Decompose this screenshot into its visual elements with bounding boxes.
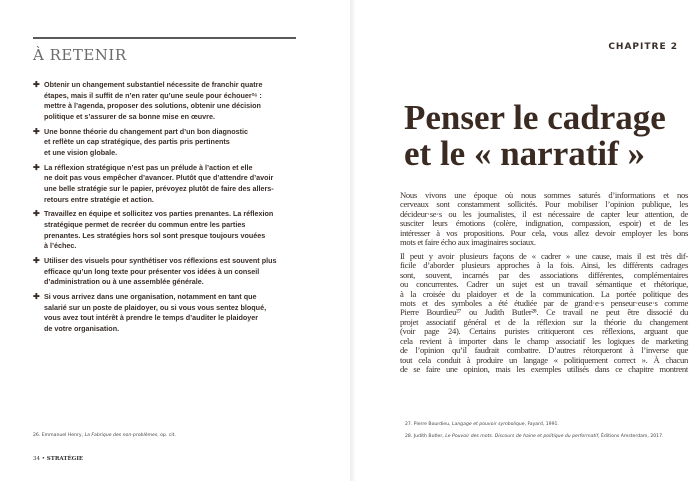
key-point-line: Utiliser des visuels pour synthétiser vos réflexions est souvent plus — [44, 256, 277, 266]
text-line: Pierre Bourdieu²⁷ ou Judith Butler²⁸. Ce travail ne peut être dissocié du — [400, 307, 688, 318]
key-point-line: retours entre stratégie et action. — [44, 194, 154, 204]
text-line: susciter leurs émotions (colère, indignation, compassion, espoir) et de les — [400, 218, 688, 229]
running-title: STRATÉGIE — [46, 456, 84, 462]
key-point-line: et une vision globale. — [44, 147, 118, 157]
page-folio — [33, 456, 83, 462]
key-point-line: Une bonne théorie du changement part d’un bon diagnostic — [44, 126, 249, 136]
plus-icon: ✚ — [33, 80, 40, 89]
right-page — [350, 0, 700, 481]
key-point — [33, 256, 333, 288]
folio-separator: • — [41, 456, 45, 462]
footnote-rest: , Éditions Amsterdam, 2017. — [598, 434, 664, 439]
text-line: intéresser à vos propositions. Pour cela, vous allez devoir employer les bons — [400, 227, 688, 238]
chapter-title-line: Penser le cadrage — [404, 98, 666, 137]
plus-icon: ✚ — [33, 126, 40, 136]
footnote-title: Langage et pouvoir symbolique — [451, 422, 525, 427]
text-line: mots et faire écho aux imaginaires sociaux. — [400, 237, 536, 248]
text-line: mots et des symboles a été étudiée par de grand·e·s penseur·euse·s comme — [400, 297, 688, 308]
footnote-28 — [405, 434, 663, 439]
plus-icon: ✚ — [33, 292, 40, 302]
footnote-rest: , Fayard, 1991. — [524, 422, 559, 427]
plus-icon: ✚ — [33, 256, 40, 266]
key-point-line: vous avez tout intérêt à prendre le temps d’auditer le plaidoyer — [44, 313, 259, 323]
key-point — [33, 209, 333, 251]
key-point — [33, 163, 333, 205]
key-point-line: Si vous arrivez dans une organisation, notamment en tant que — [44, 292, 257, 302]
text-line: Nous vivons une époque où nous sommes saturés d’informations et nos — [400, 190, 688, 200]
key-point-line: politique et s’assurer de sa bonne mise en œuvre. — [44, 111, 215, 121]
plus-icon: ✚ — [33, 209, 40, 219]
key-points-list — [33, 80, 333, 339]
key-point-line: mettre à l’agenda, proposer des solutions, obtenir une décision — [44, 101, 261, 111]
footnote-27 — [405, 422, 559, 427]
footnote-number: 26. — [33, 433, 41, 438]
key-point-line: à l’échec. — [44, 241, 77, 251]
footnote-rest: , op. cit. — [157, 433, 176, 438]
key-point-line: ne doit pas vous empêcher d’avancer. Plutôt que d’attendre d’avoir — [44, 173, 274, 183]
key-point-line: et reflète un cap stratégique, des partis pris pertinents — [44, 137, 230, 147]
key-point-line: La réflexion stratégique n’est pas un prélude à l’action et elle — [44, 162, 253, 172]
key-point-line: stratégique permet de recréer du commun entre les parties — [44, 220, 246, 230]
footnote-26 — [33, 433, 176, 438]
text-line: tout cela conduit à produire un langage « politiquement correct ». À chacun — [400, 354, 688, 365]
text-line: de se faire une opinion, mais les exemples utilisés dans ce chapitre montrent — [400, 364, 688, 375]
paragraph — [400, 191, 688, 248]
text-line: à la croisée du plaidoyer et de la communication. La portée politique des — [400, 288, 688, 299]
text-line: Il peut y avoir plusieurs façons de « cadrer » une cause, mais il est très dif- — [400, 250, 688, 261]
page-number: 34 — [33, 456, 40, 462]
text-line: (voir page 24). Certains puristes critiqueront ces réflexions, arguant que — [400, 326, 688, 337]
footnote-number: 28. — [405, 434, 413, 439]
text-line: ou concurrentes. Cadrer un sujet est un travail sémantique et rhétorique, — [400, 279, 688, 290]
section-divider — [33, 37, 296, 39]
key-point — [33, 292, 333, 334]
chapter-label: CHAPITRE 2 — [608, 42, 678, 52]
footnote-title: Le Pouvoir des mots. Discours de haine et politique du performatif — [445, 434, 599, 439]
footnote-author: Emmanuel Henry, — [41, 433, 84, 438]
text-line: décideur·se·s ou les journalistes, il est nécessaire de capter leur attention, de — [400, 208, 688, 219]
paragraph — [400, 252, 688, 375]
footnote-author: Pierre Bourdieu, — [413, 422, 451, 427]
chapter-title-line: et le « narratif » — [404, 134, 646, 173]
key-point-line: salarié sur un poste de plaidoyer, ou si vous vous sentez bloqué, — [44, 302, 267, 312]
footnote-author: Judith Butler, — [413, 434, 444, 439]
text-line: projet associatif général et de la réflexion sur la théorie du changement — [400, 316, 688, 327]
key-point-line: Travaillez en équipe et sollicitez vos parties prenantes. La réflexion — [44, 209, 274, 219]
key-point-line: prenantes. Les stratégies hors sol sont presque toujours vouées — [44, 230, 266, 240]
chapter-title — [404, 100, 666, 172]
section-heading: À RETENIR — [33, 46, 127, 64]
body-text — [400, 191, 688, 379]
footnote-number: 27. — [405, 422, 413, 427]
text-line: ficile d’aborder plusieurs approches à la fois. Ainsi, les différents cadrages — [400, 260, 688, 271]
plus-icon: ✚ — [33, 162, 40, 172]
text-line: cela revient à importer dans le champ associatif les logiques de marketing — [400, 335, 688, 346]
footnote-title: La Fabrique des non-problèmes — [84, 433, 158, 438]
key-point — [33, 127, 333, 159]
key-point-line: efficace qu’un long texte pour présenter vos idées à un conseil — [44, 266, 260, 276]
text-line: de l’opinion qu’il faudrait combattre. D’autres rétorqueront à l’inverse que — [400, 345, 688, 356]
key-point-line: d’administration ou à une assemblée générale. — [44, 277, 204, 287]
key-point-line: de votre organisation. — [44, 323, 120, 333]
key-point — [33, 80, 333, 122]
key-point-line: une belle stratégie sur le papier, prévoyez plutôt de faire des allers- — [44, 183, 274, 193]
key-point-line: Obtenir un changement substantiel nécessite de franchir quatre — [44, 80, 263, 89]
text-line: sont, souvent, incarnés par des associations différentes, complémentaires — [400, 269, 688, 280]
key-point-line: étapes, mais il suffit de n’en rater qu’une seule pour échouer²⁶ : — [44, 90, 262, 100]
text-line: cerveaux sont constamment sollicités. Pour mobiliser l’opinion publique, les — [400, 199, 688, 210]
